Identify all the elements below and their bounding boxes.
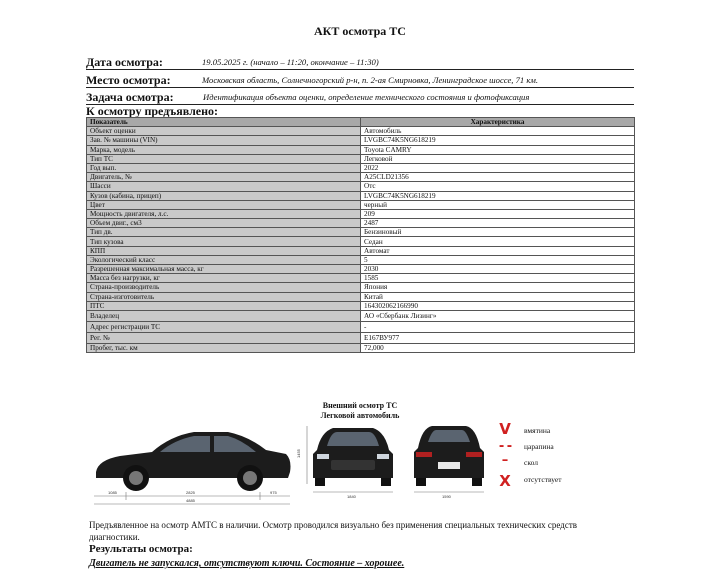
car-rear-view [408, 420, 490, 502]
spec-parameter-cell: Страна-изготовитель [87, 292, 361, 301]
table-row [87, 136, 635, 145]
dim-height: 1455 [296, 449, 301, 458]
spec-parameter-cell: Тип кузова [87, 237, 361, 246]
dim-side-length: 4885 [186, 498, 195, 503]
spec-value-cell: Автомобиль [361, 127, 635, 136]
results-text: Двигатель не запускался, отсутствуют ключи. Состояние – хорошее. [89, 558, 405, 569]
table-row [87, 343, 635, 352]
spec-parameter-cell: Объект оценки [87, 127, 361, 136]
table-row [87, 292, 635, 301]
spec-parameter-cell: Шасси [87, 182, 361, 191]
spec-value-cell: АО «Сбербанк Лизинг» [361, 310, 635, 321]
spec-parameter-cell: Тип ТС [87, 154, 361, 163]
table-row [87, 321, 635, 332]
vehicle-spec-body [87, 127, 635, 353]
table-row [87, 301, 635, 310]
inspection-task-label: Задача осмотра: [86, 90, 174, 104]
legend-dent-label: вмятина [524, 426, 551, 435]
spec-parameter-cell: Двигатель, № [87, 173, 361, 182]
spec-value-cell: LVGBC74K5NG618219 [361, 191, 635, 200]
spec-parameter-cell: Масса без нагрузки, кг [87, 274, 361, 283]
inspection-note: Предъявленное на осмотр АМТС в наличии. Осмотр проводился визуально без применения специальных технических средств диагностики. [89, 520, 578, 542]
table-row [87, 182, 635, 191]
external-inspection-title: Внешний осмотр ТС [322, 401, 398, 410]
spec-value-cell: Е167ВУ977 [361, 332, 635, 343]
table-row [87, 246, 635, 255]
spec-value-cell: 2030 [361, 265, 635, 274]
car-front-view [296, 420, 403, 502]
spec-parameter-cell: Объем двиг., см3 [87, 219, 361, 228]
inspection-task-row [86, 89, 634, 105]
spec-parameter-cell: Пробег, тыс. км [87, 343, 361, 352]
spec-value-cell: черный [361, 200, 635, 209]
spec-value-cell: Отс [361, 182, 635, 191]
table-row [87, 209, 635, 218]
spec-parameter-cell: Марка, модель [87, 145, 361, 154]
table-row [87, 255, 635, 264]
spec-value-cell: 209 [361, 209, 635, 218]
car-side-view [90, 420, 295, 506]
spec-value-cell: 2022 [361, 163, 635, 172]
presented-heading: К осмотру предъявлено: [86, 104, 219, 118]
damage-legend [494, 420, 594, 500]
table-row [87, 191, 635, 200]
spec-value-cell: Автомат [361, 246, 635, 255]
inspection-date-value: 19.05.2025 г. (начало – 11:20, окончание – 11:30) [202, 57, 379, 67]
spec-value-cell: LVGBC74K5NG618219 [361, 136, 635, 145]
spec-parameter-cell: Зав. № машины (VIN) [87, 136, 361, 145]
table-row [87, 163, 635, 172]
spec-value-cell: Бензиновый [361, 228, 635, 237]
table-row [87, 145, 635, 154]
car-front-icon [296, 420, 403, 502]
spec-parameter-cell: Кузов (кабина, прицеп) [87, 191, 361, 200]
dim-track: 1590 [442, 494, 451, 499]
spec-parameter-cell: Страна-производитель [87, 283, 361, 292]
table-row [87, 237, 635, 246]
external-inspection-heading [0, 401, 720, 421]
spec-value-cell: Легковой [361, 154, 635, 163]
spec-value-cell: Toyota CAMRY [361, 145, 635, 154]
inspection-place-value: Московская область, Солнечногорский р-н, п. 2-ая Смирновка, Ленинградское шоссе, 71 км. [202, 75, 538, 85]
table-header-parameter: Показатель [87, 118, 361, 127]
legend-chip-label: скол [524, 458, 538, 467]
table-row [87, 154, 635, 163]
table-header-row [87, 118, 635, 127]
spec-value-cell: - [361, 321, 635, 332]
vehicle-spec-table [86, 117, 635, 353]
spec-parameter-cell: Рег. № [87, 332, 361, 343]
table-row [87, 228, 635, 237]
table-header-value: Характеристика [361, 118, 635, 127]
legend-scratch-symbol: - - [498, 439, 512, 454]
table-row [87, 274, 635, 283]
table-row [87, 265, 635, 274]
dim-side-mid: 2825 [186, 490, 195, 495]
dim-side-left: 1085 [108, 490, 117, 495]
spec-parameter-cell: ПТС [87, 301, 361, 310]
legend-dent-symbol: V [499, 420, 511, 438]
car-side-icon [90, 420, 295, 506]
legend-missing-label: отсутствует [524, 475, 562, 484]
legend-scratch-label: царапина [524, 442, 554, 451]
spec-parameter-cell: Тип дв. [87, 228, 361, 237]
table-row [87, 332, 635, 343]
spec-parameter-cell: Владелец [87, 310, 361, 321]
spec-value-cell: Китай [361, 292, 635, 301]
spec-parameter-cell: Экологический класс [87, 255, 361, 264]
spec-parameter-cell: Разрешенная максимальная масса, кг [87, 265, 361, 274]
results-heading: Результаты осмотра: [89, 543, 193, 555]
dim-side-right: 975 [270, 490, 277, 495]
spec-value-cell: A25CLD21356 [361, 173, 635, 182]
inspection-place-row [86, 72, 634, 88]
spec-parameter-cell: Мощность двигателя, л.с. [87, 209, 361, 218]
spec-parameter-cell: Цвет [87, 200, 361, 209]
car-rear-icon [408, 420, 490, 502]
table-row [87, 173, 635, 182]
document-title: АКТ осмотра ТС [314, 24, 406, 38]
dim-width: 1840 [347, 494, 356, 499]
inspection-task-value: Идентификация объекта оценки, определение технического состояния и фотофиксация [203, 92, 530, 102]
spec-value-cell: 5 [361, 255, 635, 264]
spec-value-cell: Япония [361, 283, 635, 292]
legend-missing-symbol: X [499, 472, 511, 490]
spec-value-cell: 164302062166990 [361, 301, 635, 310]
spec-parameter-cell: Адрес регистрации ТС [87, 321, 361, 332]
spec-value-cell: Седан [361, 237, 635, 246]
table-row [87, 200, 635, 209]
spec-parameter-cell: Год вып. [87, 163, 361, 172]
inspection-date-label: Дата осмотра: [86, 55, 163, 69]
table-row [87, 127, 635, 136]
table-row [87, 310, 635, 321]
spec-parameter-cell: КПП [87, 246, 361, 255]
table-row [87, 283, 635, 292]
external-inspection-subtitle: Легковой автомобиль [320, 411, 400, 420]
spec-value-cell: 72,000 [361, 343, 635, 352]
spec-value-cell: 1585 [361, 274, 635, 283]
legend-chip-symbol: – [501, 453, 509, 468]
spec-value-cell: 2487 [361, 219, 635, 228]
inspection-place-label: Место осмотра: [86, 73, 171, 87]
table-row [87, 219, 635, 228]
inspection-date-row [86, 54, 634, 70]
